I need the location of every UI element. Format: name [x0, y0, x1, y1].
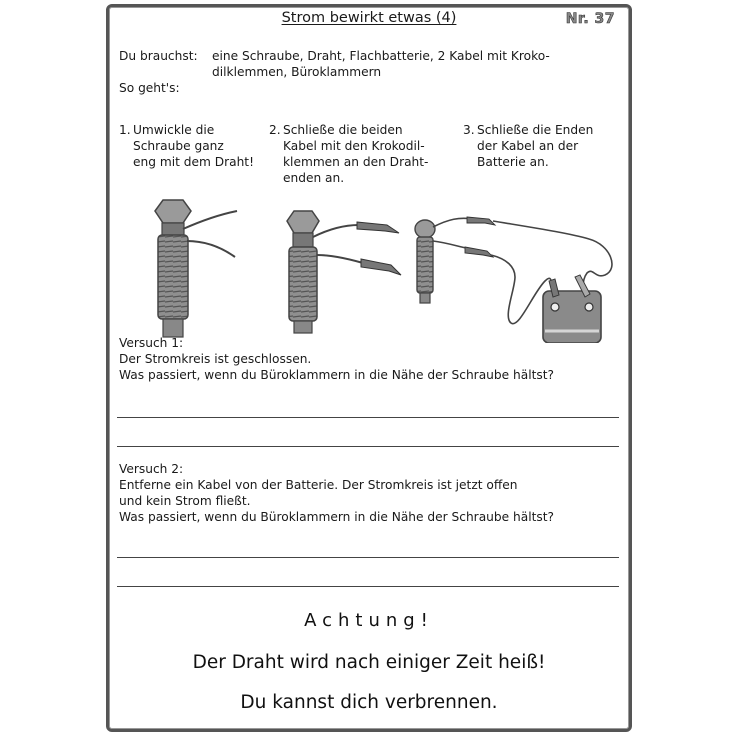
experiment-heading: Versuch 1:: [119, 336, 184, 350]
worksheet-title: Strom bewirkt etwas (4): [281, 10, 457, 26]
experiment-illustration: [149, 193, 629, 343]
warning-line: Du kannst dich verbrennen.: [240, 692, 498, 713]
step-number: 2.: [269, 123, 281, 137]
experiment-1: [119, 335, 554, 383]
experiment-question: Was passiert, wenn du Büroklammern in die Nähe der Schraube hältst?: [119, 368, 554, 382]
step-line: Batterie an.: [477, 155, 549, 169]
answer-line[interactable]: [117, 446, 619, 447]
bolt-wrapped-icon: [155, 200, 237, 337]
step-text: [477, 122, 593, 170]
answer-line[interactable]: [117, 417, 619, 418]
experiment-line: Der Stromkreis ist geschlossen.: [119, 352, 312, 366]
step-line: Schraube ganz: [133, 139, 224, 153]
materials-label: Du brauchst:: [119, 49, 198, 63]
step-line: Kabel mit den Krokodil-: [283, 139, 425, 153]
warning-title: Achtung!: [304, 610, 434, 631]
answer-line[interactable]: [117, 557, 619, 558]
step-line: enden an.: [283, 171, 345, 185]
crocodile-clip-icon: [357, 222, 399, 233]
step-number: 3.: [463, 123, 475, 137]
bolt-with-clips-icon: [287, 211, 401, 333]
circuit-with-battery-icon: [415, 217, 612, 343]
instructions-heading: So geht's:: [119, 81, 180, 95]
step-line: der Kabel an der: [477, 139, 579, 153]
materials-list: [212, 48, 550, 80]
experiment-heading: Versuch 2:: [119, 462, 184, 476]
answer-line[interactable]: [117, 586, 619, 587]
step-line: klemmen an den Draht-: [283, 155, 429, 169]
materials-line: eine Schraube, Draht, Flachbatterie, 2 Kabel mit Kroko-: [212, 49, 550, 63]
experiment-question: Was passiert, wenn du Büroklammern in die Nähe der Schraube hältst?: [119, 510, 554, 524]
step-number: 1.: [119, 123, 131, 137]
step-line: Umwickle die: [133, 123, 215, 137]
experiment-2: [119, 461, 554, 525]
step-line: eng mit dem Draht!: [133, 155, 254, 169]
materials-line: dilklemmen, Büroklammern: [212, 65, 382, 79]
warning-line: Der Draht wird nach einiger Zeit heiß!: [192, 652, 546, 673]
worksheet-number: Nr. 37: [565, 11, 615, 27]
step-line: Schließe die beiden: [283, 123, 403, 137]
experiment-line: und kein Strom fließt.: [119, 494, 251, 508]
step-text: [283, 122, 428, 186]
experiment-line: Entferne ein Kabel von der Batterie. Der Stromkreis ist jetzt offen: [119, 478, 518, 492]
step-line: Schließe die Enden: [477, 123, 594, 137]
worksheet: [106, 4, 632, 732]
crocodile-clip-icon: [361, 259, 401, 275]
step-text: [133, 122, 254, 170]
